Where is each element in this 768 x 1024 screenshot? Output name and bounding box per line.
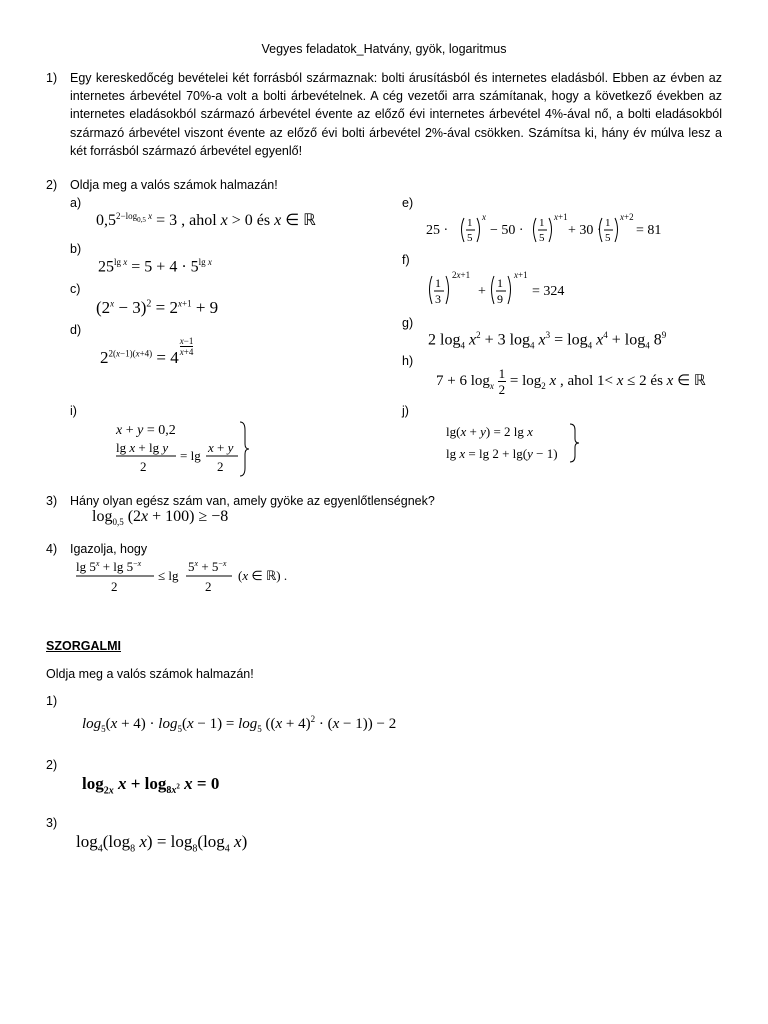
subpart-h-label: h) — [402, 354, 414, 368]
svg-text:1: 1 — [435, 276, 441, 290]
problem-3-text: Hány olyan egész szám van, amely gyöke az egyenlőtlenségnek? — [70, 494, 435, 508]
svg-text:+: + — [478, 284, 486, 299]
problem-3-number: 3) — [46, 494, 58, 508]
svg-text:1: 1 — [497, 276, 503, 290]
subpart-b-label: b) — [70, 242, 82, 256]
svg-text:lg x + lg y: lg x + lg y — [116, 440, 169, 455]
svg-text:x + y: x + y — [208, 440, 234, 455]
svg-text:1: 1 — [539, 217, 545, 229]
subpart-e-label: e) — [402, 196, 414, 210]
equation-g: 2 $\log_4 x^2 + 3$ $\log_4 x^3 = \log_4 x^4 + \log_4 8^9$ — [428, 330, 667, 351]
subpart-j-label: j) — [402, 404, 409, 418]
svg-text:− 50 ·: − 50 · — [490, 223, 524, 238]
svg-text:2: 2 — [217, 459, 224, 474]
svg-text:lg x = lg 2 + lg(y − 1): lg x = lg 2 + lg(y − 1) — [446, 446, 558, 461]
inequality-4 — [72, 556, 312, 596]
bonus-heading: SZORGALMI — [46, 639, 121, 653]
equation-c: $(2^x - 3)^2 = 2^{x+1} + 9$ — [96, 298, 219, 317]
svg-text:5: 5 — [539, 232, 545, 244]
bonus-1-number: 1) — [46, 694, 58, 708]
svg-text:+ 30 ·: + 30 · — [568, 223, 602, 238]
problem-4-text: Igazolja, hogy — [70, 542, 148, 556]
svg-text:x+1: x+1 — [514, 270, 528, 280]
subpart-a-label: a) — [70, 196, 82, 210]
problem-4-number: 4) — [46, 542, 58, 556]
svg-text:x+2: x+2 — [620, 212, 634, 222]
bonus-3-number: 3) — [46, 816, 58, 830]
svg-text:(x ∈ ℝ) .: (x ∈ ℝ) . — [238, 568, 288, 583]
page-title: Vegyes feladatok_Hatvány, gyök, logaritmus — [261, 42, 507, 56]
svg-text:≤ lg: ≤ lg — [158, 568, 179, 583]
subpart-g-label: g) — [402, 316, 414, 330]
subpart-i-label: i) — [70, 404, 77, 418]
problem-2-text: Oldja meg a valós számok halmazán! — [70, 178, 278, 192]
subpart-d-label: d) — [70, 323, 82, 337]
equation-a: $0,5^{2-log_{0,5} x} = 3$ , ahol x > 0 és x ∈ ℝ — [96, 210, 316, 229]
svg-text:lg(x + y) = 2 lg x: lg(x + y) = 2 lg x — [446, 424, 533, 439]
equation-system-i — [104, 418, 254, 480]
problem-1-text: Egy kereskedőcég bevételei két forrásból származnak: bolti árusításból és internetes eladásból. Ebben az évben az internetes árbevétel 70%-a volt a bolti árbevételnek. A cég vezetői arra számítanak, hogy a következő években az internetes eladásokból származó árbevétel évente az előző évi internetes árbevétel 4%-ával nő, a bolti eladásokból származó árbevétel viszont évente az előző évi bolti árbevétel 2%-ával csökken. Számítsa ki, hány év múlva lesz a két forrásból származó árbevétel egyenlő! — [70, 71, 722, 158]
svg-text:2: 2 — [111, 579, 118, 594]
svg-text:x + y = 0,2: x + y = 0,2 — [116, 423, 176, 438]
equation-e — [424, 208, 684, 250]
svg-text:x: x — [482, 212, 486, 222]
svg-text:x+1: x+1 — [554, 212, 568, 222]
problem-1-number: 1) — [46, 71, 58, 85]
svg-text:2x+1: 2x+1 — [452, 270, 471, 280]
bonus-equation-2: $\log_{2x} x + \log_{8x^2} x = 0$ — [82, 774, 220, 797]
equation-h: 7 + 6 $\log_x$ $\frac{1}{2}$ = $\log_2 x$ , ahol 1< x ≤ 2 és x ∈ ℝ — [436, 366, 706, 397]
svg-text:5x + 5−x: $5^x + 5^{-x}$ — [188, 559, 227, 574]
svg-text:25 ·: 25 · — [426, 223, 449, 238]
equation-f — [424, 268, 584, 312]
svg-text:= 324: = 324 — [532, 284, 565, 299]
svg-text:lg 5x + lg 5−x: $\lg 5^x + \lg 5^{-x}$ — [76, 559, 142, 574]
bonus-equation-1: $\log_5(x + 4) \cdot \log_5(x - 1) = \log_5 ((x + 4)^2 \cdot (x - 1)) - 2$ — [82, 714, 397, 734]
bonus-equation-3: $\log_4(\log_8$ $x) = \log_8(\log_4$ x) — [76, 832, 248, 855]
svg-text:2: 2 — [140, 459, 147, 474]
svg-text:2: 2 — [205, 579, 212, 594]
equation-d: $2^{2(x-1)(x+4)} = 4$ $\frac{x-1}{x+4}$ — [100, 336, 194, 367]
equation-b: $25^{lg x} = 5 + 4 \cdot 5^{lg x}$ — [98, 257, 212, 276]
svg-text:3: 3 — [435, 292, 441, 306]
svg-text:9: 9 — [497, 292, 503, 306]
equation-system-j — [442, 420, 592, 466]
svg-text:5: 5 — [605, 232, 611, 244]
bonus-intro: Oldja meg a valós számok halmazán! — [46, 667, 254, 681]
subpart-c-label: c) — [70, 282, 81, 296]
svg-text:= 81: = 81 — [636, 223, 662, 238]
svg-text:1: 1 — [605, 217, 611, 229]
svg-text:= lg: = lg — [180, 448, 201, 463]
inequality-3: $\log_{0,5} (2x + 100) \ge -8$ — [92, 508, 229, 528]
svg-text:1: 1 — [467, 217, 473, 229]
problem-2-number: 2) — [46, 178, 58, 192]
svg-text:5: 5 — [467, 232, 473, 244]
subpart-f-label: f) — [402, 253, 410, 267]
bonus-2-number: 2) — [46, 758, 58, 772]
